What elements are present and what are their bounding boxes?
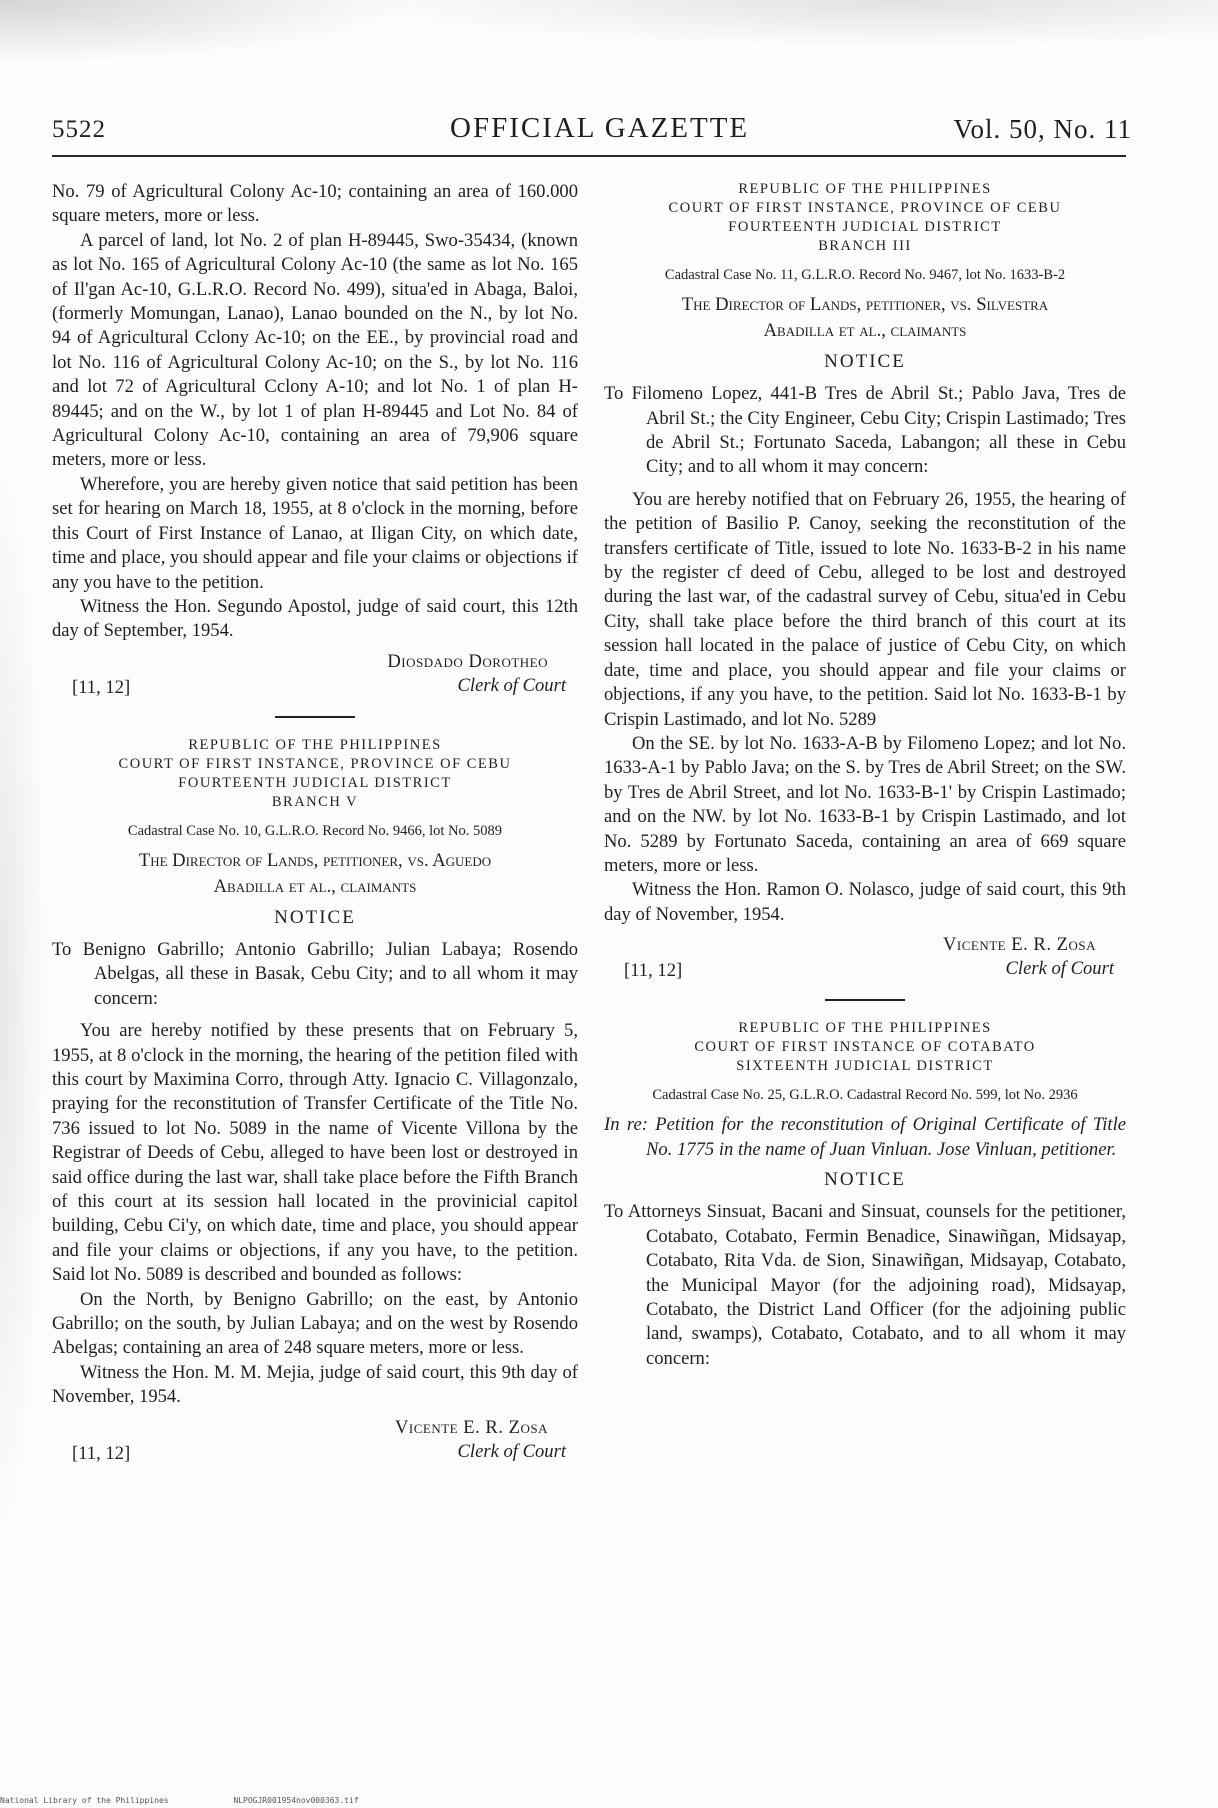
section-divider xyxy=(825,999,905,1001)
court-heading-line: SIXTEENTH JUDICIAL DISTRICT xyxy=(736,1058,994,1075)
volume-number: Vol. 50, No. 11 xyxy=(953,114,1132,144)
court-heading-line: REPUBLIC OF THE PHILIPPINES xyxy=(738,181,992,197)
signatory-title: Clerk of Court xyxy=(457,1440,566,1462)
left-column xyxy=(52,180,578,1468)
signatory-title: Clerk of Court xyxy=(457,674,566,696)
paragraph: On the SE. by lot No. 1633-A-B by Filomeno Lopez; and lot No. 1633-A-1 by Pablo Java; on the S. by Tres de Abril Street; on the SW. by Tres de Abril Street, and lot No. 1633-B-1' by Crispin Lastimado; and on the NW. by lot No. 1633-B-1 by Crispin Lastimado, and lot No. 5289 by Fortunato Saceda, containing an area of 669 square meters, more or less. xyxy=(604,732,1126,876)
notice-heading: NOTICE xyxy=(824,1168,906,1190)
gazette-title: OFFICIAL GAZETTE xyxy=(450,112,750,144)
right-column xyxy=(604,180,1126,1371)
page-number: 5522 xyxy=(52,116,106,143)
paragraph: You are hereby notified that on February 26, 1955, the hearing of the petition of Basilio P. Canoy, seeking the reconstitution of the transfers certificate of Title, issued to lote No. 1633-B-2 in his name by the register cf deed of Cebu, alleged to be lost and destroyed during the last war, of the cadastral survey of Cebu, situa'ed in Cebu City, shall take place before the third branch of this court at its session hall located in the palace of justice of Cebu City, on which date, time and place, you should appear and file your claims or objections, if any you have, to the petition. Said lot No. 1633-B-1 by Crispin Lastimado, and lot No. 5289 xyxy=(604,488,1126,730)
court-heading-line: BRANCH V xyxy=(271,793,359,810)
paragraph: Witness the Hon. M. M. Mejia, judge of said court, this 9th day of November, 1954. xyxy=(52,1361,578,1408)
court-heading-line: REPUBLIC OF THE PHILIPPINES xyxy=(188,736,442,753)
paragraph: On the North, by Benigno Gabrillo; on the east, by Antonio Gabrillo; on the south, by Julian Labaya; and on the west by Rosendo Abelgas; containing an area of 248 square meters, more or less. xyxy=(52,1288,578,1359)
case-reference: Cadastral Case No. 10, G.L.R.O. Record No. 9466, lot No. 5089 xyxy=(127,822,503,839)
notice-heading: NOTICE xyxy=(824,350,906,372)
paragraph: You are hereby notified by these presents that on February 5, 1955, at 8 o'clock in the morning, the hearing of the petition filed with this court by Maximina Corro, through Atty. Ignacio C. Villagonzalo, praying for the reconstitution of Transfer Certificate of the Title No. 736 issued to lot No. 5089 in the name of Vicente Villona by the Registrar of Deeds of Cebu, alleged to have been lost or destroyed in said office during the last war, shall take place before the Fifth Branch of this court at its session hall located in the provinicial capitol building, Cebu Ci'y, on which date, time and place, you should appear and file your claims or objections, if any you have, to the petition. Said lot No. 5089 is described and bounded as follows: xyxy=(52,1020,578,1286)
addressees: To Benigno Gabrillo; Antonio Gabrillo; Julian Labaya; Rosendo Abelgas, all these in Basak, Cebu City; and to all whom it may concern: xyxy=(52,938,578,1009)
header-rule xyxy=(52,155,1126,157)
paragraph: No. 79 of Agricultural Colony Ac-10; containing an area of 160.000 square meters, more or less. xyxy=(52,181,578,227)
court-heading-line: BRANCH III xyxy=(818,238,912,254)
signature-block xyxy=(52,1416,578,1468)
paragraph: A parcel of land, lot No. 2 of plan H-89445, Swo-35434, (known as lot No. 165 of Agricultural Colony Ac-10 (the same as lot No. 165 of Il'gan Ac-10, G.L.R.O. Record No. 499), situa'ed in Abaga, Baloi, (formerly Momungan, Lanao), Lanao bounded on the N., by lot No. 94 of Agricultural Cclony Ac-10; on the EE., by provincial road and lot No. 116 of Agricultural Colony Ac-10; on the S., by lot No. 116 and lot 72 of Agricultural Cclony A-10; and lot No. 1 of plan H-89445; and on the W., by lot 1 of plan H-89445 and Lot No. 84 of Agricultural Colony Ac-10, containing an area of 79,906 square meters, more or less. xyxy=(52,229,578,471)
case-reference: Cadastral Case No. 11, G.L.R.O. Record No. 9467, lot No. 1633-B-2 xyxy=(664,267,1066,283)
issue-reference: [11, 12] xyxy=(72,676,131,698)
issue-reference: [11, 12] xyxy=(624,960,683,982)
paragraph: Wherefore, you are hereby given notice that said petition has been set for hearing on March 18, 1955, at 8 o'clock in the morning, before this Court of First Instance of Lanao, at Iligan City, on which date, time and place, you should appear and file your claims or objections if any you have to the petition. xyxy=(52,473,578,593)
addressees: To Filomeno Lopez, 441-B Tres de Abril St.; Pablo Java, Tres de Abril St.; the City Engineer, Cebu City; Crispin Lastimado; Tres de Abril St.; Fortunato Saceda, Labangon; all these in Cebu City; and to all whom it may concern: xyxy=(604,383,1126,478)
addressees: To Attorneys Sinsuat, Bacani and Sinsuat, counsels for the petitioner, Cotabato, Cotabato, Fermin Benadice, Sinawiñgan, Midsayap, Cotabato, Rita Vda. de Sion, Sinawiñgan, Midsayap, Cotabato, the Municipal Mayor (for the adjoining road), Midsayap, Cotabato, the District Land Officer (for the adjoining public land, swamps), Cotabato, Cotabato, and to all whom it may concern: xyxy=(604,1201,1126,1369)
court-heading-line: FOURTEENTH JUDICIAL DISTRICT xyxy=(178,774,452,791)
case-caption: The Director of Lands, petitioner, vs. Silvestra xyxy=(681,294,1049,315)
signatory-name: Vicente E. R. Zosa xyxy=(394,1416,548,1438)
case-caption: The Director of Lands, petitioner, vs. Aguedo xyxy=(138,849,492,871)
court-heading-line: FOURTEENTH JUDICIAL DISTRICT xyxy=(728,219,1002,235)
signatory-title: Clerk of Court xyxy=(1005,958,1114,980)
in-re-caption: In re: Petition for the reconstitution of Original Certificate of Title No. 1775 in the name of Juan Vinluan. Jose Vinluan, petitioner. xyxy=(604,1114,1126,1160)
paragraph: Witness the Hon. Segundo Apostol, judge of said court, this 12th day of September, 1954. xyxy=(52,595,578,642)
case-caption: Abadilla et al., claimants xyxy=(763,320,967,342)
signature-block xyxy=(52,650,578,702)
scan-footer xyxy=(0,1796,419,1805)
case-caption: Abadilla et al., claimants xyxy=(213,876,417,898)
section-divider xyxy=(275,716,355,718)
signature-block xyxy=(604,933,1126,985)
scan-filename: NLPOGJR001954nov000363.tif xyxy=(233,1796,359,1805)
page-header xyxy=(52,112,1132,152)
case-reference: Cadastral Case No. 25, G.L.R.O. Cadastral Record No. 599, lot No. 2936 xyxy=(652,1087,1078,1104)
library-credit: National Library of the Philippines xyxy=(0,1796,169,1805)
paragraph: Witness the Hon. Ramon O. Nolasco, judge of said court, this 9th day of November, 1954. xyxy=(604,879,1126,925)
court-heading-line: COURT OF FIRST INSTANCE, PROVINCE OF CEBU xyxy=(668,200,1062,216)
signatory-name: Diosdado Dorotheo xyxy=(387,650,548,672)
notice-heading: NOTICE xyxy=(274,906,356,928)
court-heading-line: REPUBLIC OF THE PHILIPPINES xyxy=(738,1020,992,1037)
court-heading-line: COURT OF FIRST INSTANCE OF COTABATO xyxy=(694,1039,1036,1056)
signatory-name: Vicente E. R. Zosa xyxy=(942,934,1096,956)
court-heading-line: COURT OF FIRST INSTANCE, PROVINCE OF CEBU xyxy=(118,755,512,772)
issue-reference: [11, 12] xyxy=(72,1442,131,1464)
